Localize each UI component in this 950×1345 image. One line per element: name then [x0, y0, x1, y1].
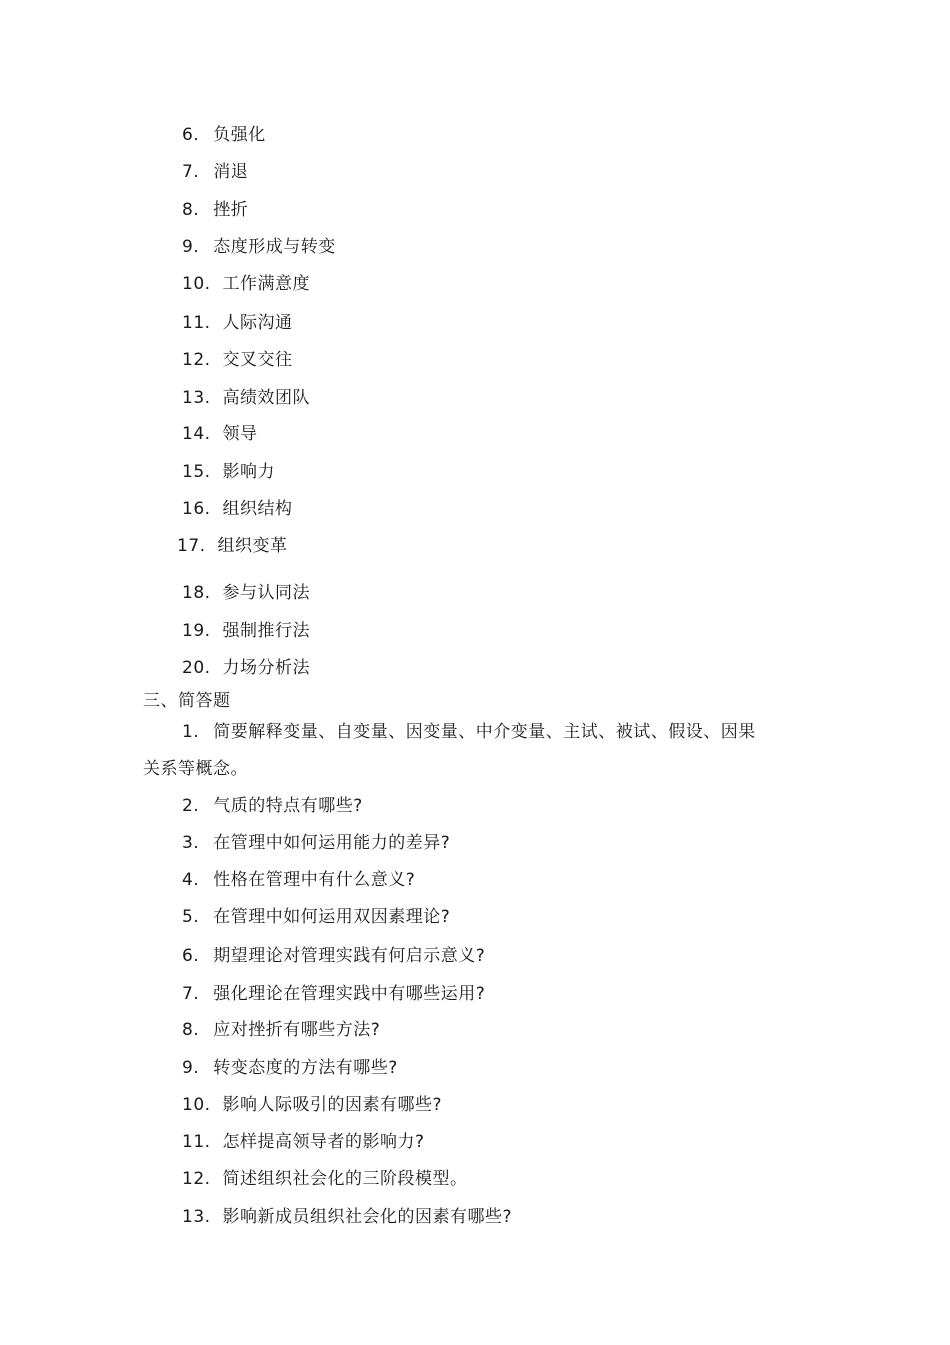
question-item [182, 1058, 398, 1078]
question-number: 3. [182, 833, 200, 853]
term-item [182, 125, 266, 145]
term-number: 7. [182, 162, 200, 182]
term-item [182, 658, 310, 678]
question-text: 简要解释变量、自变量、因变量、中介变量、主试、被试、假设、因果 [213, 722, 756, 742]
term-number: 18. [182, 583, 211, 603]
question-number: 8. [182, 1020, 200, 1040]
question-item [182, 833, 450, 853]
question-item [182, 1095, 442, 1115]
term-item [177, 536, 288, 556]
term-text: 人际沟通 [222, 313, 293, 333]
question-item [182, 1169, 468, 1189]
term-number: 8. [182, 200, 200, 220]
term-text: 工作满意度 [222, 274, 311, 294]
term-text: 高绩效团队 [222, 388, 311, 408]
question-text: 性格在管理中有什么意义? [213, 870, 416, 890]
question-continuation: 关系等概念。 [143, 759, 248, 779]
term-text: 交叉交往 [222, 350, 293, 370]
term-item [182, 424, 258, 444]
term-number: 19. [182, 621, 211, 641]
question-text: 在管理中如何运用双因素理论? [213, 907, 451, 927]
question-text: 气质的特点有哪些? [213, 796, 363, 816]
term-number: 9. [182, 237, 200, 257]
term-item [182, 583, 310, 603]
question-text: 在管理中如何运用能力的差异? [213, 833, 451, 853]
question-number: 1. [182, 722, 200, 742]
question-number: 9. [182, 1058, 200, 1078]
term-text: 参与认同法 [222, 583, 311, 603]
term-text: 力场分析法 [222, 658, 311, 678]
question-number: 6. [182, 946, 200, 966]
question-item [182, 796, 363, 816]
term-text: 组织结构 [222, 499, 293, 519]
question-number: 11. [182, 1132, 211, 1152]
term-item [182, 313, 293, 333]
term-text: 影响力 [222, 462, 276, 482]
term-text: 负强化 [213, 125, 266, 145]
term-item [182, 499, 293, 519]
term-item [182, 237, 336, 257]
question-item [182, 907, 450, 927]
question-item [182, 946, 485, 966]
question-item [182, 984, 485, 1004]
question-text: 影响新成员组织社会化的因素有哪些? [222, 1207, 513, 1227]
question-item [182, 1132, 425, 1152]
term-item [182, 162, 248, 182]
term-number: 6. [182, 125, 200, 145]
term-text: 强制推行法 [222, 621, 311, 641]
term-item [182, 200, 248, 220]
question-text: 应对挫折有哪些方法? [213, 1020, 381, 1040]
question-number: 13. [182, 1207, 211, 1227]
term-text: 领导 [222, 424, 258, 444]
term-number: 17. [177, 536, 206, 556]
question-number: 2. [182, 796, 200, 816]
term-number: 12. [182, 350, 211, 370]
term-text: 挫折 [213, 200, 249, 220]
question-text: 影响人际吸引的因素有哪些? [222, 1095, 443, 1115]
term-number: 15. [182, 462, 211, 482]
question-text: 强化理论在管理实践中有哪些运用? [213, 984, 486, 1004]
question-number: 5. [182, 907, 200, 927]
term-number: 10. [182, 274, 211, 294]
question-number: 12. [182, 1169, 211, 1189]
term-item [182, 350, 293, 370]
term-text: 消退 [213, 162, 249, 182]
term-item [182, 621, 310, 641]
term-number: 20. [182, 658, 211, 678]
question-item [182, 722, 756, 742]
question-text: 转变态度的方法有哪些? [213, 1058, 398, 1078]
question-number: 10. [182, 1095, 211, 1115]
term-number: 14. [182, 424, 211, 444]
term-text: 组织变革 [217, 536, 288, 556]
question-text: 期望理论对管理实践有何启示意义? [213, 946, 486, 966]
term-text: 态度形成与转变 [213, 237, 336, 257]
term-item [182, 274, 310, 294]
question-item [182, 870, 415, 890]
question-item [182, 1020, 380, 1040]
question-number: 7. [182, 984, 200, 1004]
term-number: 13. [182, 388, 211, 408]
term-item [182, 462, 275, 482]
question-text: 怎样提高领导者的影响力? [222, 1132, 425, 1152]
term-item [182, 388, 310, 408]
term-number: 11. [182, 313, 211, 333]
section-heading: 三、简答题 [143, 691, 231, 711]
question-item [182, 1207, 512, 1227]
term-number: 16. [182, 499, 211, 519]
question-text: 简述组织社会化的三阶段模型。 [222, 1169, 468, 1189]
question-number: 4. [182, 870, 200, 890]
